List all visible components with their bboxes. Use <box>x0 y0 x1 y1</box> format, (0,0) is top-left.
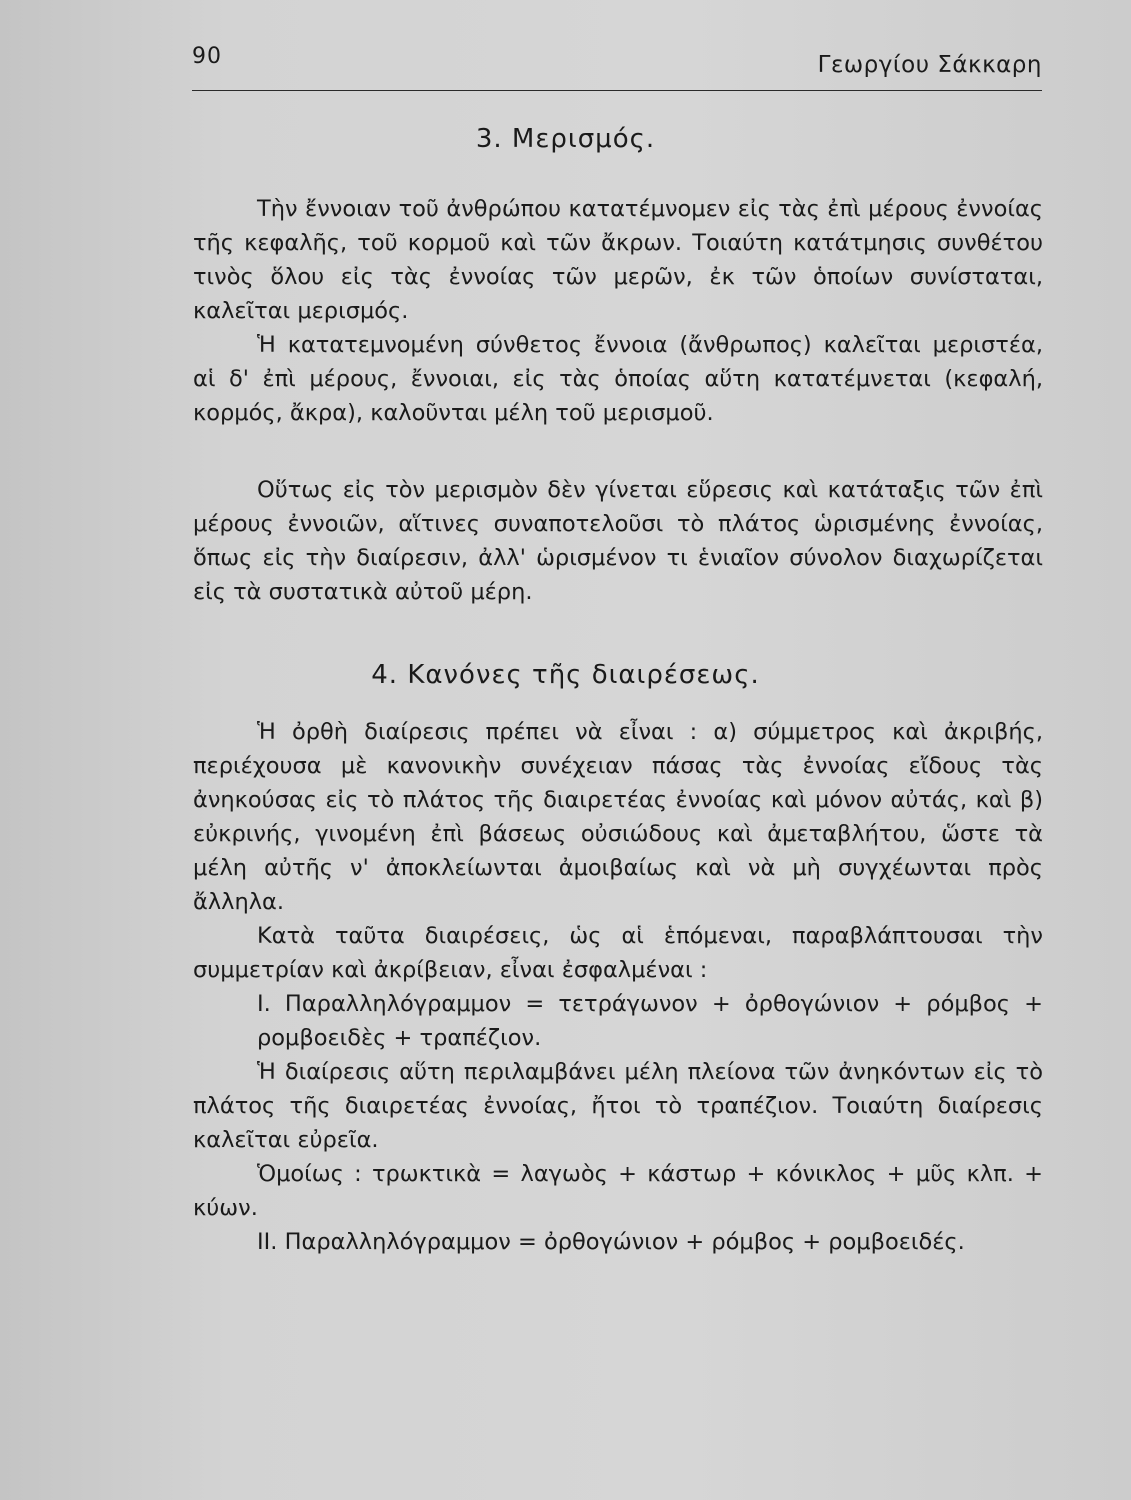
paragraph: Ὁμοίως : τρωκτικὰ = λαγωὸς + κάστωρ + κόνικλος + μῦς κλπ. + κύων. <box>193 1161 1043 1221</box>
paragraph: Τὴν ἔννοιαν τοῦ ἀνθρώπου κατατέμνομεν εἰς τὰς ἐπὶ μέρους ἐννοίας τῆς κεφαλῆς, τοῦ κορμοῦ καὶ τῶν ἄκρων. Τοιαύτη κατάτμησις συνθέτου τινὸς ὅλου εἰς τὰς ἐννοίας τῶν μερῶν, ἐκ τῶν ὁποίων συνίσταται, καλεῖται μερισμός. <box>193 196 1043 324</box>
section-4-body <box>193 715 1043 1259</box>
paragraph: Ἡ διαίρεσις αὕτη περιλαμβάνει μέλη πλείονα τῶν ἀνηκόντων εἰς τὸ πλάτος τῆς διαιρετέας ἐννοίας, ἤτοι τὸ τραπέζιον. Τοιαύτη διαίρεσις καλεῖται εὐρεῖα. <box>193 1059 1043 1153</box>
paragraph: Ἡ κατατεμνομένη σύνθετος ἔννοια (ἄνθρωπος) καλεῖται μεριστέα, αἱ δ' ἐπὶ μέρους, ἔννοιαι, εἰς τὰς ὁποίας αὕτη κατατέμνεται (κεφαλή, κορμός, ἄκρα), καλοῦνται μέλη τοῦ μερισμοῦ. <box>193 332 1043 426</box>
paragraph: Ἡ ὀρθὴ διαίρεσις πρέπει νὰ εἶναι : α) σύμμετρος καὶ ἀκριβής, περιέχουσα μὲ κανονικὴν συνέχειαν πάσας τὰς ἐννοίας εἴδους τὰς ἀνηκούσας εἰς τὸ πλάτος τῆς διαιρετέας ἐννοίας καὶ μόνον αὐτάς, καὶ β) εὐκρινής, γινομένη ἐπὶ βάσεως οὐσιώδους καὶ ἀμεταβλήτου, ὥστε τὰ μέλη αὐτῆς ν' ἀποκλείωνται ἀμοιβαίως καὶ νὰ μὴ συγχέωνται πρὸς ἄλληλα. <box>193 719 1043 915</box>
section-heading-4: 4. Κανόνες τῆς διαιρέσεως. <box>371 660 760 690</box>
paragraph: Οὕτως εἰς τὸν μερισμὸν δὲν γίνεται εὕρεσις καὶ κατάταξις τῶν ἐπὶ μέρους ἐννοιῶν, αἵτινες συναποτελοῦσι τὸ πλάτος ὡρισμένης ἐννοίας, ὅπως εἰς τὴν διαίρεσιν, ἀλλ' ὡρισμένον τι ἑνιαῖον σύνολον διαχωρίζεται εἰς τὰ συστατικὰ αὐτοῦ μέρη. <box>193 477 1043 605</box>
running-title: Γεωργίου Σάκκαρη <box>817 52 1042 78</box>
section-3-body-cont <box>193 473 1043 609</box>
page-header <box>192 44 1042 91</box>
section-heading-3: 3. Μερισμός. <box>475 124 656 154</box>
page-number: 90 <box>192 44 222 69</box>
example-2: II. Παραλληλόγραμμον = ὀρθογώνιον + ρόμβος + ρομβοειδές. <box>257 1229 965 1255</box>
example-1: I. Παραλληλόγραμμον = τετράγωνον + ὀρθογώνιον + ρόμβος + ρομβοειδὲς + τραπέζιον. <box>257 991 1043 1051</box>
paragraph: Κατὰ ταῦτα διαιρέσεις, ὡς αἱ ἑπόμεναι, παραβλάπτουσαι τὴν συμμετρίαν καὶ ἀκρίβειαν, εἶναι ἐσφαλμέναι : <box>193 923 1043 983</box>
section-3-body <box>193 192 1043 430</box>
